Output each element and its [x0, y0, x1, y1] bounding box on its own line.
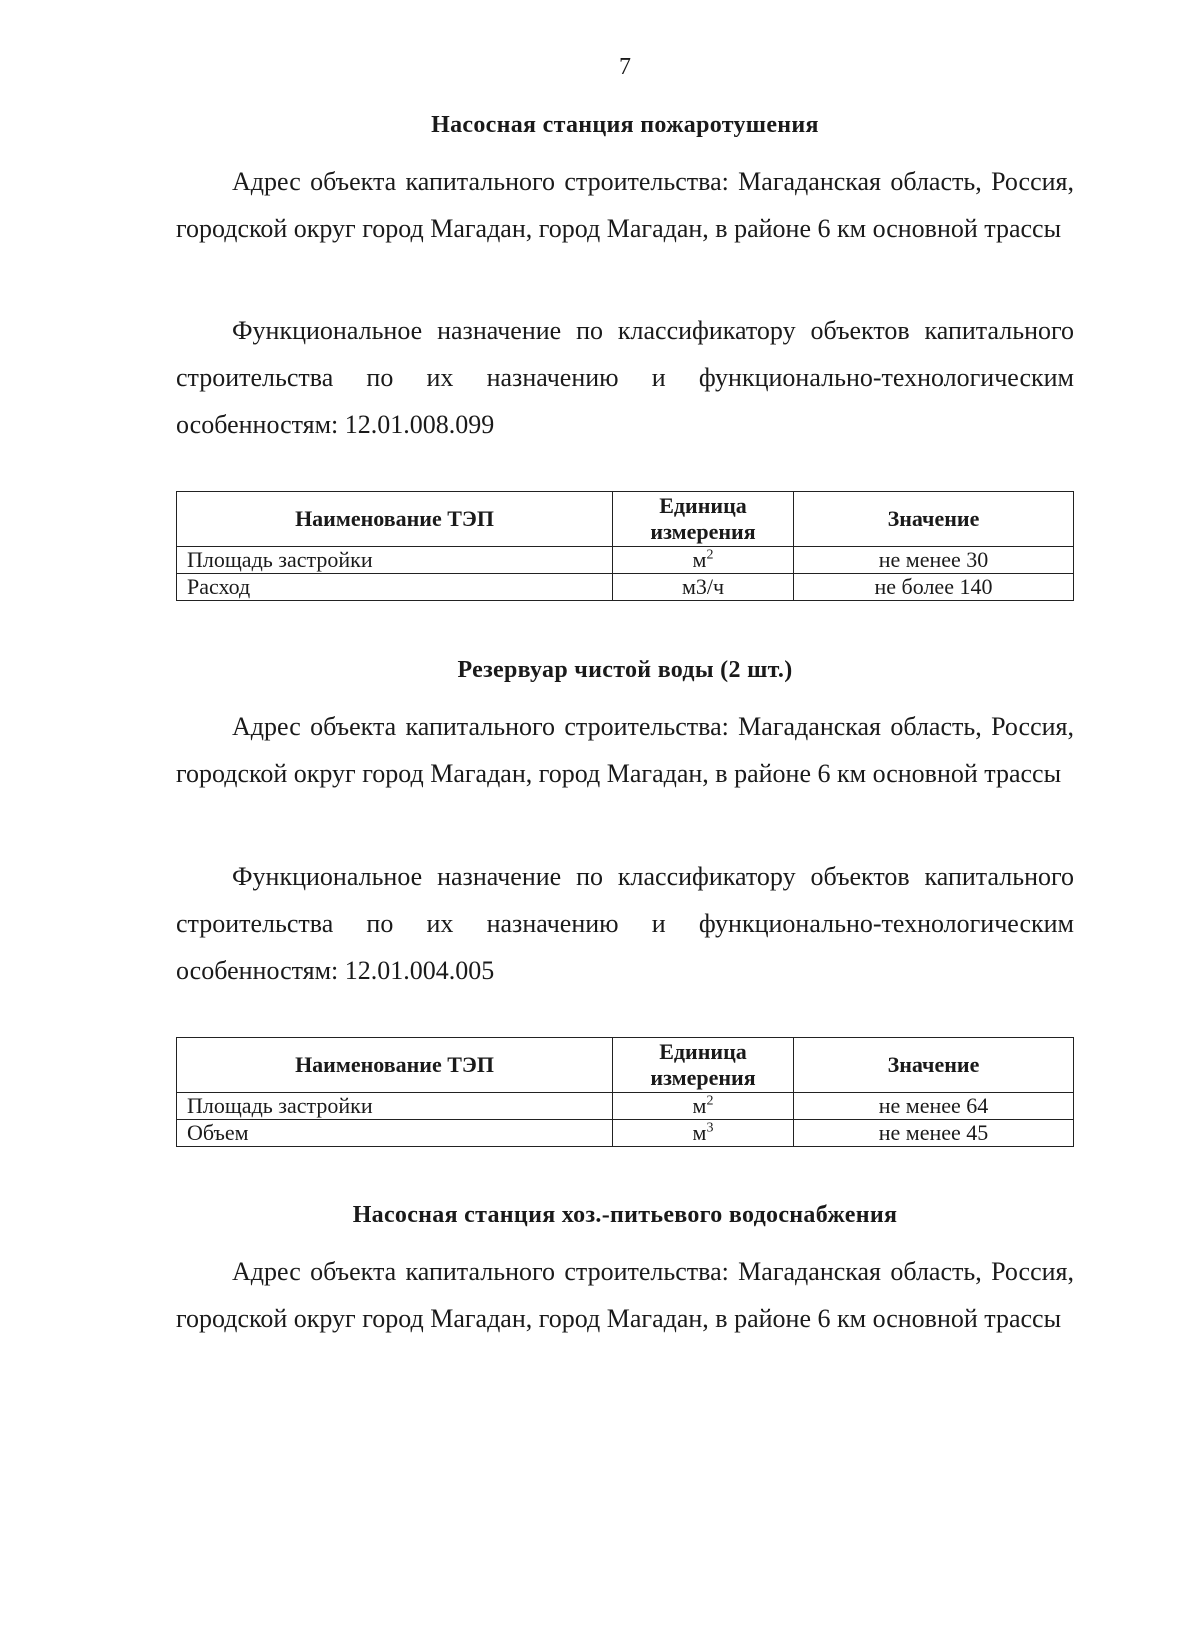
section-heading: Насосная станция пожаротушения	[431, 112, 819, 138]
row-unit: $м^3$	[613, 1120, 794, 1147]
table-row	[177, 574, 1074, 601]
header-name: Наименование ТЭП	[177, 1038, 613, 1093]
header-unit: Единица измерения	[613, 492, 794, 547]
row-value: не менее 30	[794, 547, 1074, 574]
address-paragraph	[176, 158, 1074, 252]
table-row	[177, 547, 1074, 574]
address-text: Адрес объекта капитального строительства: Магаданская область, Россия, городской округ город Магадан, город Магадан, в районе 6 км основной трассы	[176, 167, 1074, 243]
table-header-row	[177, 1038, 1074, 1093]
header-unit: Единица измерения	[613, 1038, 794, 1093]
header-value: Значение	[794, 492, 1074, 547]
function-text: Функциональное назначение по классификатору объектов капитального строительства по их назначению и функционально-технологическим особенностям: 12.01.004.005	[176, 862, 1074, 985]
row-name: Площадь застройки	[177, 547, 613, 574]
address-paragraph	[176, 703, 1074, 797]
page-number: 7	[619, 54, 631, 80]
header-name: Наименование ТЭП	[177, 492, 613, 547]
tep-table	[176, 491, 1074, 601]
row-value: не менее 45	[794, 1120, 1074, 1147]
table-row	[177, 1120, 1074, 1147]
function-text: Функциональное назначение по классификатору объектов капитального строительства по их назначению и функционально-технологическим особенностям: 12.01.008.099	[176, 316, 1074, 439]
address-paragraph	[176, 1248, 1074, 1342]
address-text: Адрес объекта капитального строительства: Магаданская область, Россия, городской округ город Магадан, город Магадан, в районе 6 км основной трассы	[176, 1257, 1074, 1333]
row-name: Площадь застройки	[177, 1093, 613, 1120]
function-paragraph	[176, 307, 1074, 448]
row-value: не менее 64	[794, 1093, 1074, 1120]
tep-table	[176, 1037, 1074, 1147]
function-paragraph	[176, 853, 1074, 994]
row-value: не более 140	[794, 574, 1074, 601]
header-value: Значение	[794, 1038, 1074, 1093]
section-heading: Резервуар чистой воды (2 шт.)	[457, 657, 793, 683]
row-unit: $м^2$	[613, 547, 794, 574]
row-unit: $м^2$	[613, 1093, 794, 1120]
row-name: Расход	[177, 574, 613, 601]
row-unit: м3/ч	[613, 574, 794, 601]
table-header-row	[177, 492, 1074, 547]
table-row	[177, 1093, 1074, 1120]
section-heading: Насосная станция хоз.-питьевого водоснабжения	[352, 1202, 898, 1228]
address-text: Адрес объекта капитального строительства: Магаданская область, Россия, городской округ город Магадан, город Магадан, в районе 6 км основной трассы	[176, 712, 1074, 788]
row-name: Объем	[177, 1120, 613, 1147]
